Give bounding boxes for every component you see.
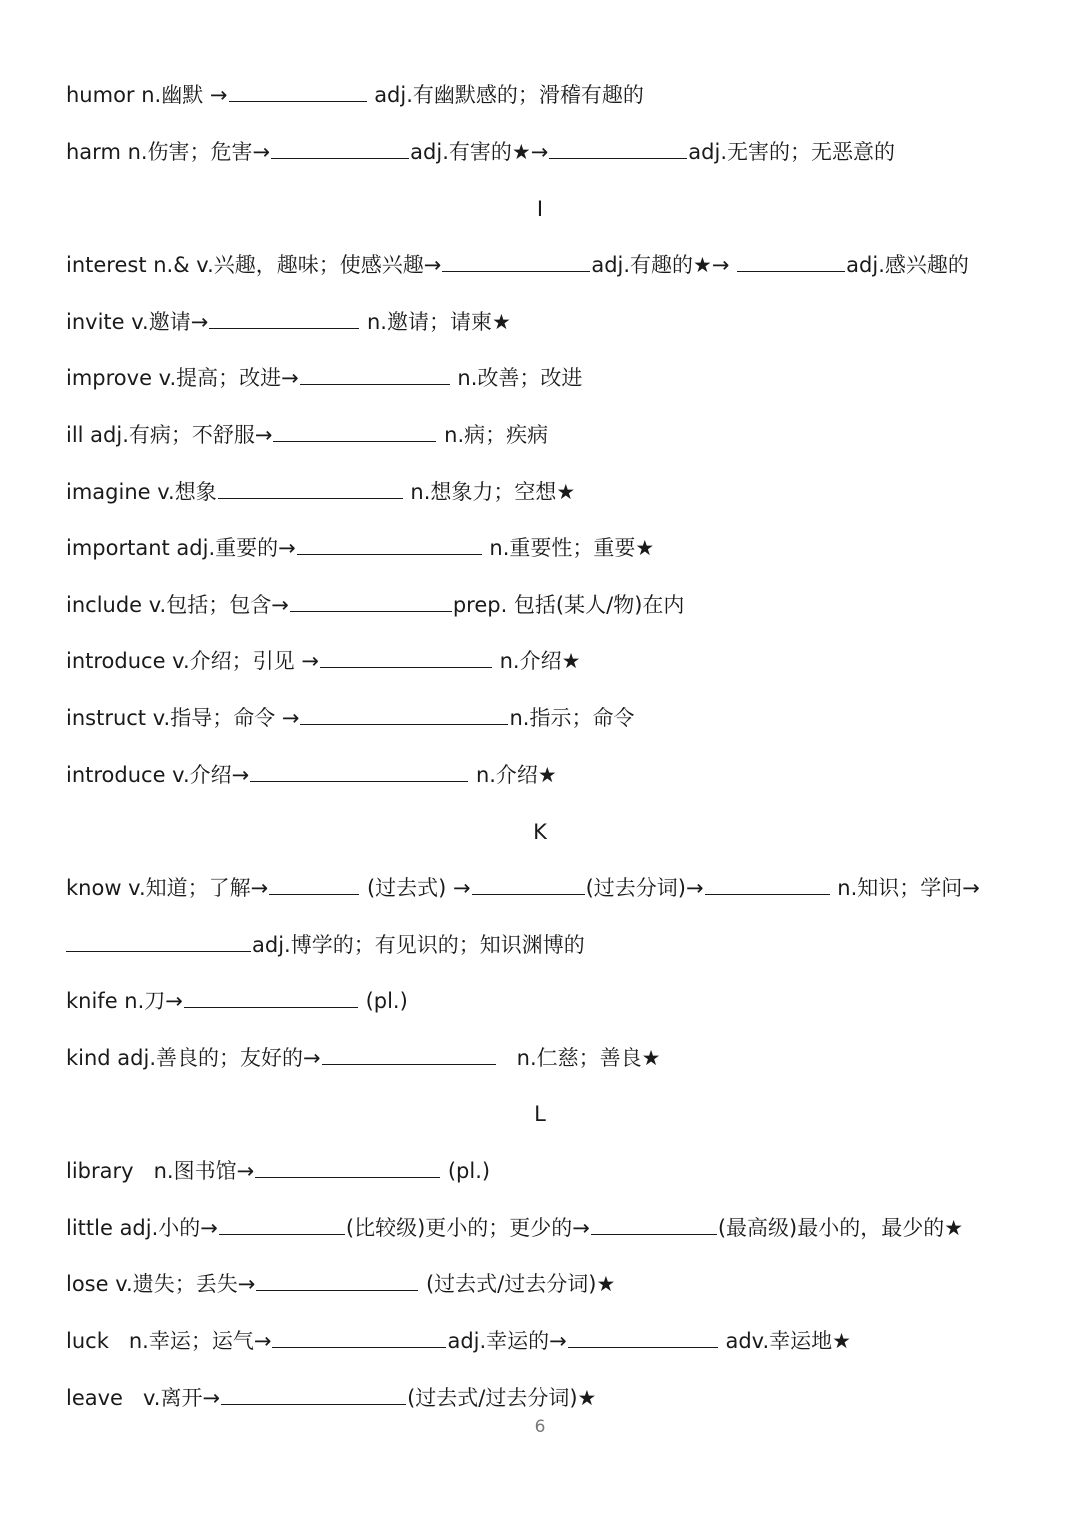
entry-text: adj.感兴趣的 [846,253,969,277]
answer-blank[interactable] [219,1214,345,1235]
page-number: 6 [534,1417,546,1437]
entry-text: adj.有害的★→ [410,140,549,164]
answer-blank[interactable] [322,1044,496,1065]
answer-blank[interactable] [300,704,508,725]
entry-text: ill adj.有病；不舒服→ [66,423,273,447]
entry-text: n.指示；命令 [509,706,635,730]
entry-text: n.介绍★ [475,763,557,787]
entry-text: luck n.幸运；运气→ [66,1329,272,1353]
answer-blank[interactable] [300,364,450,385]
entry-text: leave v.离开→ [66,1386,221,1410]
entry-know-continued [66,929,585,961]
answer-blank[interactable] [272,1327,446,1348]
answer-blank[interactable] [705,874,830,895]
entry-introduce [66,759,557,791]
entry-kind [66,1042,660,1074]
entry-text: little adj.小的→ [66,1216,218,1240]
entry-humor [66,79,644,111]
section-header-k: K [533,820,547,844]
entry-text: knife n.刀→ [66,989,183,1013]
entry-text: kind adj.善良的；友好的→ [66,1046,321,1070]
entry-introduce [66,645,580,677]
answer-blank[interactable] [221,1384,406,1405]
entry-text: (过去分词)→ [585,876,704,900]
entry-text: n.邀请；请柬★ [367,310,511,334]
answer-blank[interactable] [472,874,585,895]
answer-blank[interactable] [218,478,403,499]
entry-text: important adj.重要的→ [66,536,296,560]
answer-blank[interactable] [255,1157,440,1178]
entry-text: humor n.幽默 → [66,83,228,107]
entry-library [66,1155,490,1187]
entry-instruct [66,702,634,734]
entry-ill [66,419,548,451]
entry-text: invite v.邀请→ [66,310,209,334]
answer-blank[interactable] [737,251,845,272]
entry-invite [66,306,511,338]
answer-blank[interactable] [66,931,251,952]
entry-text: n.介绍★ [499,649,581,673]
entry-text: know v.知道；了解→ [66,876,269,900]
entry-text: include v.包括；包含→ [66,593,289,617]
entry-text: improve v.提高；改进→ [66,366,299,390]
entry-text: n.改善；改进 [457,366,583,390]
entry-text: (比较级)更小的；更少的→ [345,1216,590,1240]
answer-blank[interactable] [290,591,452,612]
entry-text: imagine v.想象 [66,480,217,504]
entry-harm [66,136,895,168]
entry-text: prep. 包括(某人/物)在内 [452,593,685,617]
entry-imagine [66,476,575,508]
answer-blank[interactable] [442,251,590,272]
entry-text: instruct v.指导；命令 → [66,706,300,730]
entry-knife [66,985,408,1017]
entry-text: n.仁慈；善良★ [516,1046,661,1070]
answer-blank[interactable] [297,534,482,555]
section-header-l: L [534,1102,546,1126]
entry-text: n.想象力；空想★ [410,480,576,504]
entry-little [66,1212,963,1244]
entry-text: n.知识；学问→ [837,876,980,900]
entry-text: introduce v.介绍；引见 → [66,649,319,673]
answer-blank[interactable] [184,987,358,1008]
entry-text: (最高级)最小的，最少的★ [717,1216,964,1240]
answer-blank[interactable] [250,761,468,782]
entry-include [66,589,684,621]
entry-important [66,532,654,564]
answer-blank[interactable] [229,81,367,102]
entry-lose [66,1268,615,1300]
answer-blank[interactable] [568,1327,718,1348]
entry-text: introduce v.介绍→ [66,763,250,787]
answer-blank[interactable] [320,647,492,668]
entry-improve [66,362,582,394]
answer-blank[interactable] [269,874,359,895]
section-header-i: I [536,197,544,221]
entry-know [66,872,980,904]
entry-text: harm n.伤害；危害→ [66,140,271,164]
entry-text: adj.幸运的→ [447,1329,567,1353]
entry-text: n.病；疾病 [444,423,549,447]
answer-blank[interactable] [591,1214,717,1235]
answer-blank[interactable] [256,1270,418,1291]
entry-text: (过去式/过去分词)★ [407,1386,597,1410]
answer-blank[interactable] [273,421,436,442]
entry-text: lose v.遗失；丢失→ [66,1272,256,1296]
entry-text: n.重要性；重要★ [489,536,655,560]
entry-text: adj.有幽默感的；滑稽有趣的 [374,83,644,107]
entry-text: (pl.) [365,989,408,1013]
entry-text: adj.博学的；有见识的；知识渊博的 [252,933,585,957]
entry-text: adj.有趣的★→ [591,253,730,277]
entry-text: library n.图书馆→ [66,1159,255,1183]
entry-luck [66,1325,851,1357]
entry-text: interest n.& v.兴趣，趣味；使感兴趣→ [66,253,442,277]
entry-text: (过去式/过去分词)★ [425,1272,616,1296]
entry-interest [66,249,969,281]
entry-text: adj.无害的；无恶意的 [688,140,896,164]
answer-blank[interactable] [549,138,687,159]
entry-text: adv.幸运地★ [725,1329,851,1353]
entry-text: (过去式) → [366,876,471,900]
answer-blank[interactable] [271,138,409,159]
entry-leave [66,1382,596,1414]
entry-text: (pl.) [447,1159,491,1183]
answer-blank[interactable] [209,308,359,329]
